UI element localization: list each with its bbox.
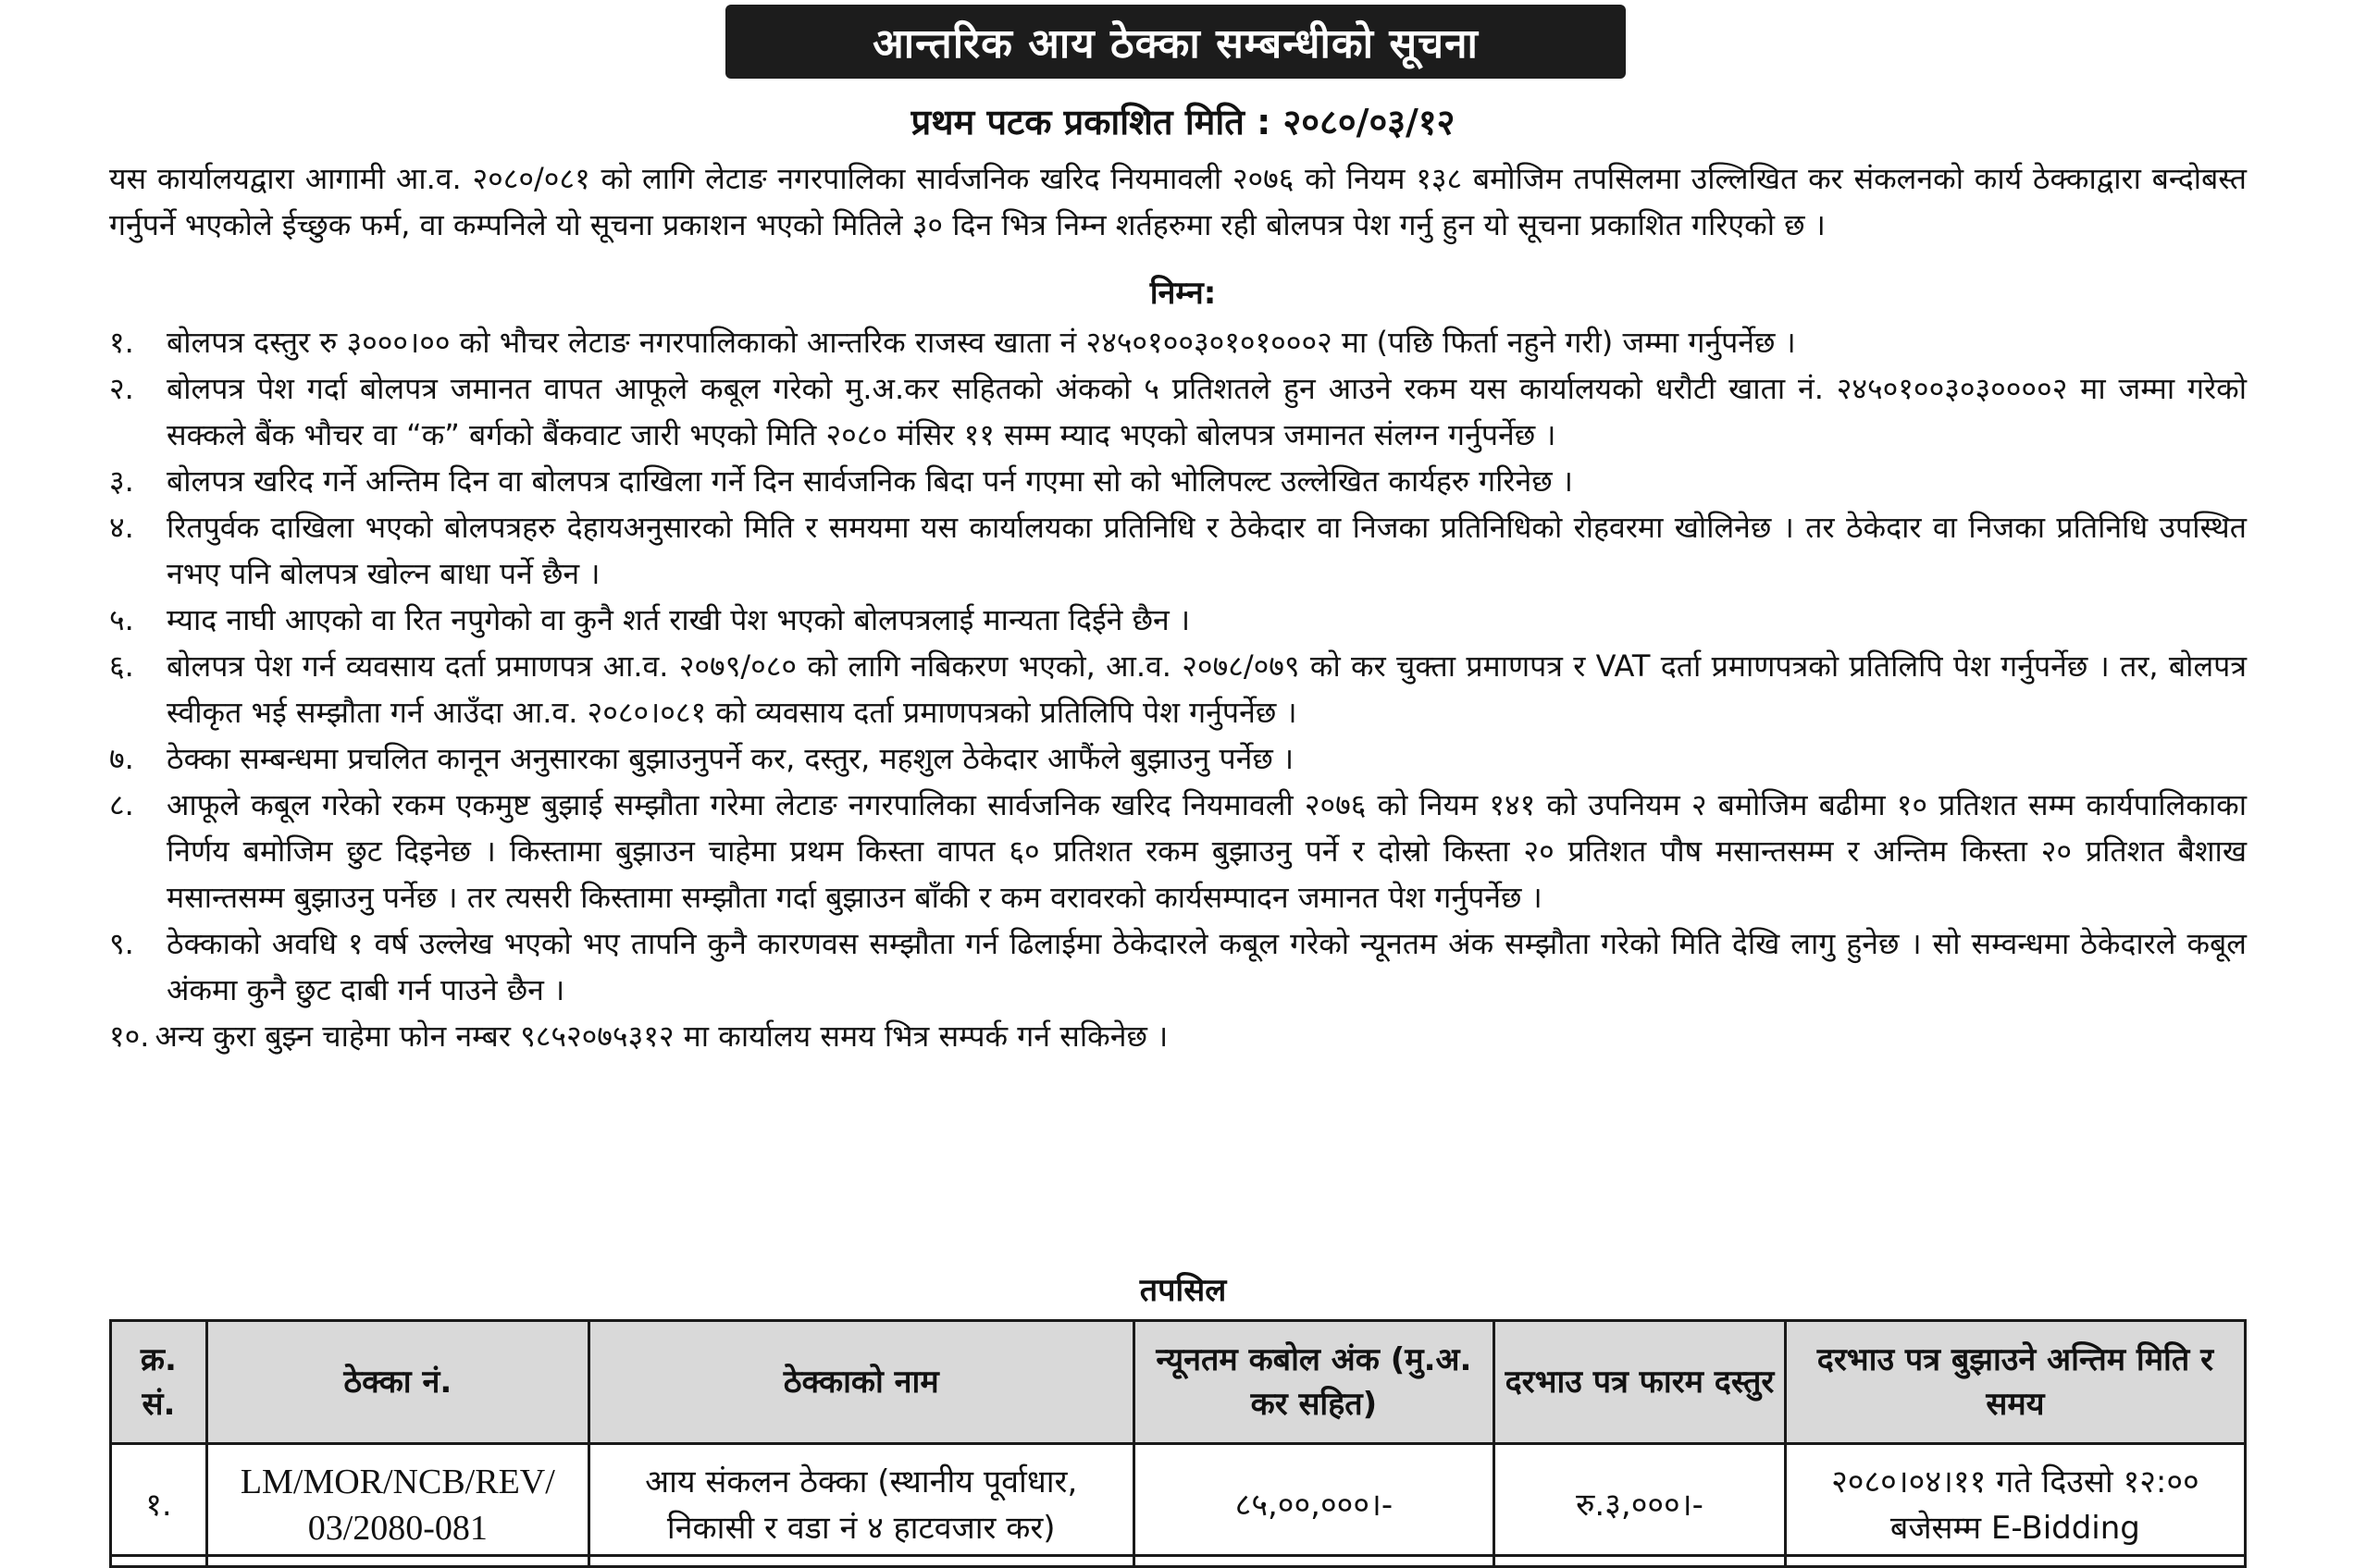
header-sn: क्र. सं. (111, 1321, 207, 1444)
item-text: आफूले कबूल गरेको रकम एकमुष्ट बुझाई सम्झौता गरेमा लेटाङ नगरपालिका सार्वजनिक खरिद नियमावली २०७६ को नियम १४१ को उपनियम २ बमोजिम बढीमा १० प्रतिशत सम्म कार्यपालिकाका निर्णय बमोजिम छुट दिइनेछ । किस्तामा बुझाउन चाहेमा प्रथम किस्ता वापत ६० प्रतिशत रकम बुझाउनु पर्ने र दोस्रो किस्ता २० प्रतिशत पौष मसान्तसम्म र अन्तिम किस्ता २० प्रतिशत बैशाख मसान्तसम्म बुझाउनु पर्नेछ । तर त्यसरी किस्तामा सम्झौता गर्दा बुझाउन बाँकी र कम वरावरको कार्यसम्पादन जमानत पेश गर्नुपर्नेछ । (167, 787, 2247, 915)
item-text: रितपुर्वक दाखिला भएको बोलपत्रहरु देहायअनुसारको मिति र समयमा यस कार्यालयका प्रतिनिधि र ठेकेदार वा निजका प्रतिनिधिको रोहवरमा खोलिनेछ । तर ठेकेदार वा निजका प्रतिनिधि उपस्थित नभए पनि बोलपत्र खोल्न बाधा पर्ने छैन । (167, 510, 2247, 591)
cell-form-fee: रु.३,०००।- (1494, 1444, 1786, 1567)
list-item (109, 319, 2247, 365)
item-number: १. (109, 325, 134, 360)
list-item (109, 643, 2247, 735)
cell-deadline: २०८०।०४।११ गते दिउसो १२:०० बजेसम्म E-Bidding (1785, 1444, 2245, 1567)
item-text: बोलपत्र खरिद गर्ने अन्तिम दिन वा बोलपत्र दाखिला गर्ने दिन सार्वजनिक बिदा पर्न गएमा सो को भोलिपल्ट उल्लेखित कार्यहरु गरिनेछ । (167, 463, 1574, 499)
list-item (109, 458, 2247, 504)
schedule-heading: तपसिल (1139, 1272, 1227, 1309)
item-number: ९. (109, 926, 134, 961)
item-text: ठेक्का सम्बन्धमा प्रचलित कानून अनुसारका बुझाउनुपर्ने कर, दस्तुर, महशुल ठेकेदार आफैंले बुझाउनु पर्नेछ । (167, 741, 1294, 776)
cell-sn: १. (111, 1444, 207, 1567)
item-text: अन्य कुरा बुझ्न चाहेमा फोन नम्बर ९८५२०७५३१२ मा कार्यालय समय भित्र सम्पर्क गर्न सकिनेछ । (155, 1019, 1169, 1054)
item-text: म्याद नाघी आएको वा रित नपुगेको वा कुनै शर्त राखी पेश भएको बोलपत्रलाई मान्यता दिईने छैन । (167, 602, 1191, 637)
cell-contract-no: LM/MOR/NCB/REV/ 03/2080-081 (206, 1444, 588, 1567)
item-number: ८. (109, 787, 134, 822)
item-number: ७. (109, 741, 134, 776)
list-item (109, 782, 2247, 920)
list-item (109, 735, 2247, 782)
item-text: बोलपत्र दस्तुर रु ३०००।०० को भौचर लेटाङ नगरपालिकाको आन्तरिक राजस्व खाता नं २४५०१००३०१०१०००२ मा (पछि फिर्ता नहुने गरी) जम्मा गर्नुपर्नेछ । (167, 325, 1796, 360)
table-header-row (111, 1321, 2246, 1444)
list-item (109, 365, 2247, 458)
header-contract-name: ठेक्काको नाम (588, 1321, 1133, 1444)
published-date: प्रथम पटक प्रकाशित मिति : २०८०/०३/१२ (910, 102, 1456, 142)
notice-title: आन्तरिक आय ठेक्का सम्बन्धीको सूचना (725, 5, 1626, 79)
item-number: ६. (109, 648, 134, 684)
cell-contract-name: आय संकलन ठेक्का (स्थानीय पूर्वाधार, निकासी र वडा नं ४ हाटवजार कर) (588, 1444, 1133, 1567)
item-text: बोलपत्र पेश गर्न व्यवसाय दर्ता प्रमाणपत्र आ.व. २०७९/०८० को लागि नबिकरण भएको, आ.व. २०७८/०७९ को कर चुक्ता प्रमाणपत्र र VAT दर्ता प्रमाणपत्रको प्रतिलिपि पेश गर्नुपर्नेछ । तर, बोलपत्र स्वीकृत भई सम्झौता गर्न आउँदा आ.व. २०८०।०८१ को व्यवसाय दर्ता प्रमाणपत्रको प्रतिलिपि पेश गर्नुपर्नेछ । (167, 648, 2247, 730)
intro-paragraph: यस कार्यालयद्वारा आगामी आ.व. २०८०/०८१ को लागि लेटाङ नगरपालिका सार्वजनिक खरिद नियमावली २०७६ को नियम १३८ बमोजिम तपसिलमा उल्लिखित कर संकलनको कार्य ठेक्काद्वारा बन्दोबस्त गर्नुपर्ने भएकोले ईच्छुक फर्म, वा कम्पनिले यो सूचना प्रकाशन भएको मितिले ३० दिन भित्र निम्न शर्तहरुमा रही बोलपत्र पेश गर्नु हुन यो सूचना प्रकाशित गरिएको छ । (109, 161, 2247, 242)
header-deadline: दरभाउ पत्र बुझाउने अन्तिम मिति र समय (1785, 1321, 2245, 1444)
item-number: ४. (109, 510, 134, 545)
list-item (109, 1013, 2247, 1059)
header-min-bid: न्यूनतम कबोल अंक (मु.अ. कर सहित) (1133, 1321, 1494, 1444)
cell-min-bid: ८५,००,०००।- (1133, 1444, 1494, 1567)
item-number: ५. (109, 602, 134, 637)
item-number: २. (109, 371, 134, 406)
header-form-fee: दरभाउ पत्र फारम दस्तुर (1494, 1321, 1786, 1444)
item-text: बोलपत्र पेश गर्दा बोलपत्र जमानत वापत आफूले कबूल गरेको मु.अ.कर सहितको अंकको ५ प्रतिशतले हुन आउने रकम यस कार्यालयको धरौटी खाता नं. २४५०१००३०३००००२ मा जम्मा गरेको सक्कले बैंक भौचर वा “क” बर्गको बैंकवाट जारी भएको मिति २०८० मंसिर ११ सम्म म्याद भएको बोलपत्र जमानत संलग्न गर्नुपर्नेछ । (167, 371, 2247, 452)
item-number: ३. (109, 463, 134, 499)
table-row (111, 1444, 2246, 1567)
list-item (109, 597, 2247, 643)
item-text: ठेक्काको अवधि १ वर्ष उल्लेख भएको भए तापनि कुनै कारणवस सम्झौता गर्न ढिलाईमा ठेकेदारले कबूल गरेको न्यूनतम अंक सम्झौता गरेको मिति देखि लागु हुनेछ । सो सम्वन्धमा ठेकेदारले कबूल अंकमा कुनै छुट दाबी गर्न पाउने छैन । (167, 926, 2247, 1007)
schedule-table (109, 1319, 2247, 1568)
list-item (109, 504, 2247, 597)
list-item (109, 920, 2247, 1013)
conditions-list (109, 319, 2247, 1059)
item-number: १०. (109, 1019, 150, 1054)
conditions-heading: निम्न: (1149, 275, 1217, 312)
bottom-divider (109, 1554, 2247, 1557)
header-contract-no: ठेक्का नं. (206, 1321, 588, 1444)
